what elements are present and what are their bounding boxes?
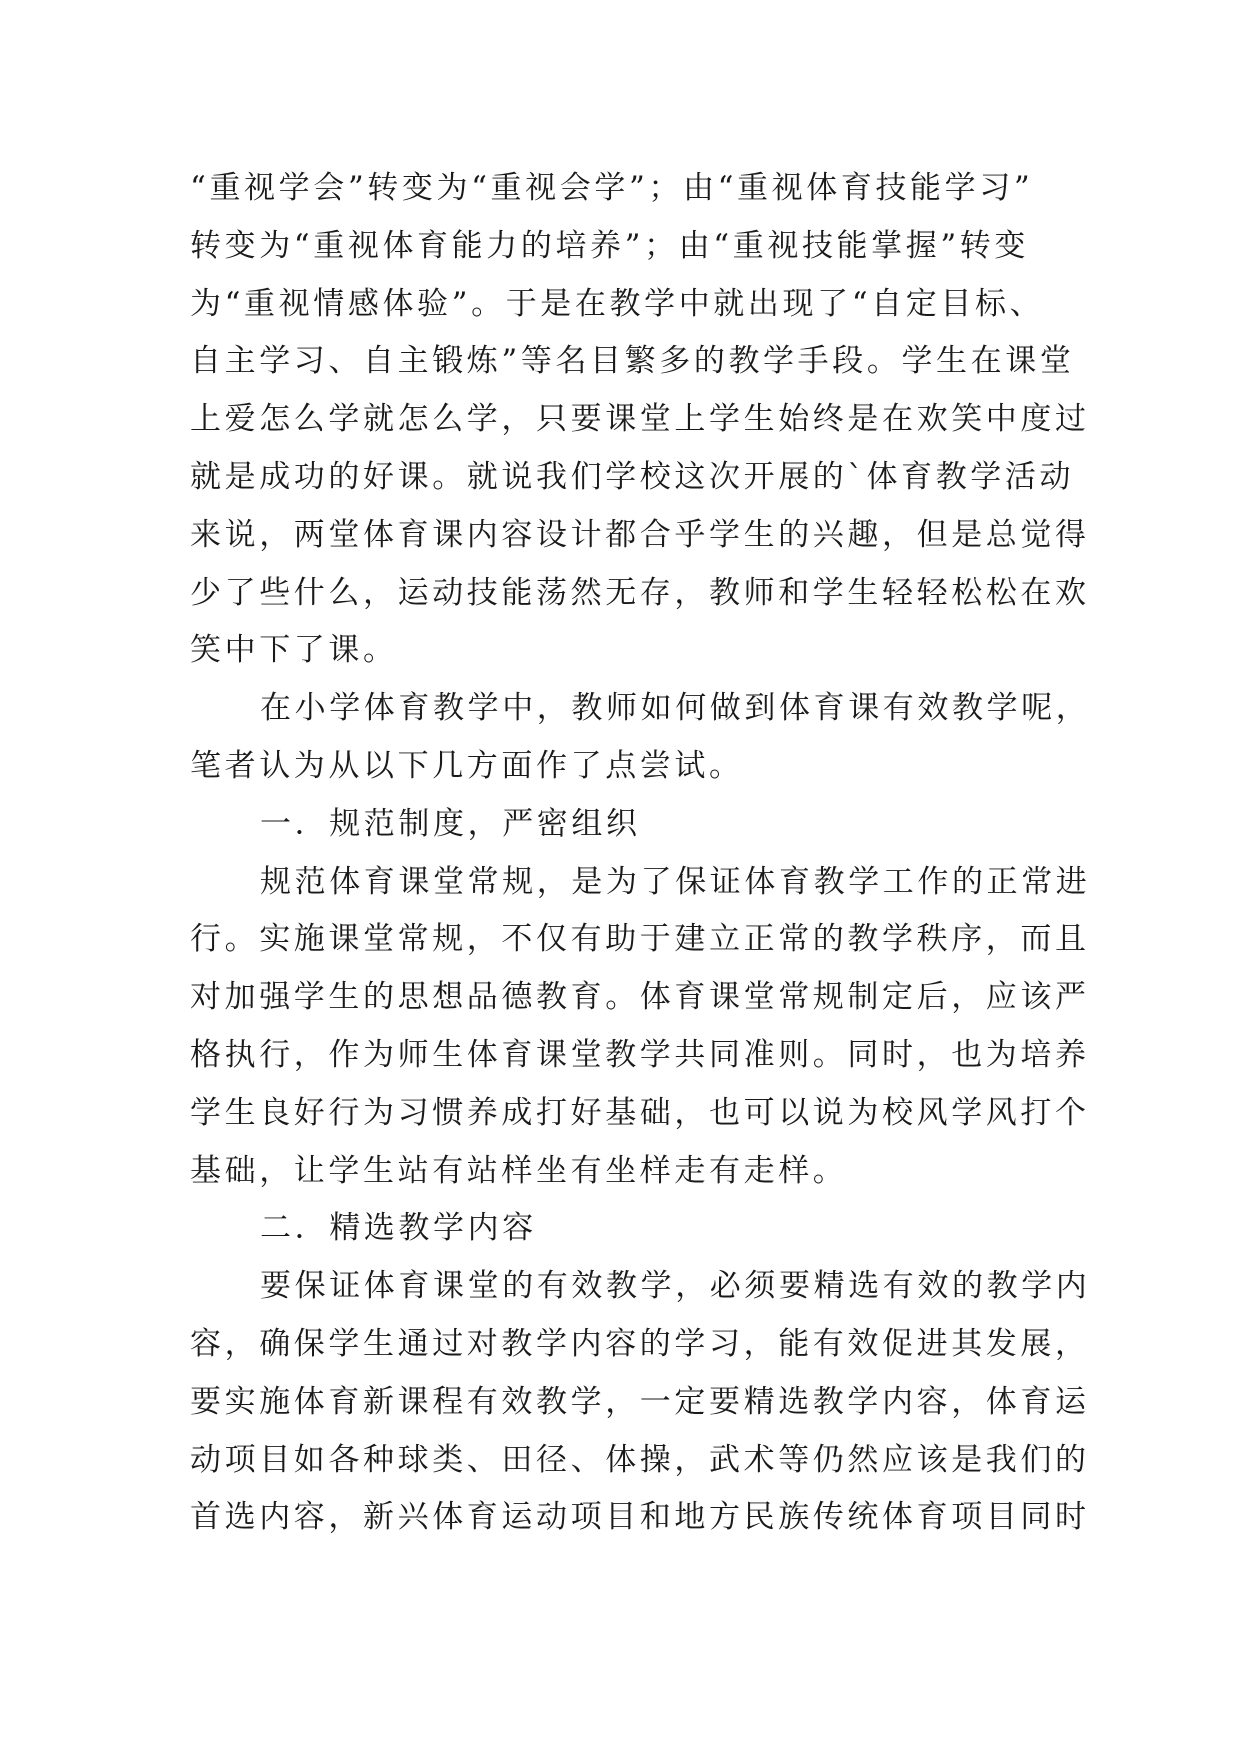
- text-line: 少了些什么，运动技能荡然无存，教师和学生轻轻松松在欢: [190, 574, 1090, 611]
- paragraph-first-line: 要保证体育课堂的有效教学，必须要精选有效的教学内: [260, 1268, 1091, 1305]
- text-line: 上爱怎么学就怎么学，只要课堂上学生始终是在欢笑中度过: [190, 401, 1090, 438]
- text-line: 要实施体育新课程有效教学，一定要精选教学内容，体育运: [190, 1383, 1090, 1420]
- section-heading: 二．精选教学内容: [260, 1210, 537, 1247]
- text-line: 动项目如各种球类、田径、体操，武术等仍然应该是我们的: [190, 1441, 1090, 1478]
- text-line: 容，确保学生通过对教学内容的学习，能有效促进其发展，: [190, 1325, 1090, 1362]
- text-line: 转变为“重视体育能力的培养”；由“重视技能掌握”转变: [190, 227, 1029, 264]
- section-heading: 一．规范制度，严密组织: [260, 805, 641, 842]
- text-line: 首选内容，新兴体育运动项目和地方民族传统体育项目同时: [190, 1499, 1090, 1536]
- text-line: “重视学会”转变为“重视会学”；由“重视体育技能学习”: [190, 170, 1034, 206]
- paragraph-first-line: 规范体育课堂常规，是为了保证体育教学工作的正常进: [260, 863, 1091, 900]
- text-line: 笑中下了课。: [190, 632, 398, 669]
- text-line: 对加强学生的思想品德教育。体育课堂常规制定后，应该严: [190, 979, 1090, 1016]
- text-line: 来说，两堂体育课内容设计都合乎学生的兴趣，但是总觉得: [190, 516, 1090, 553]
- body-text: [190, 160, 1091, 1547]
- text-line: 基础，让学生站有站样坐有坐样走有走样。: [190, 1152, 848, 1189]
- text-line: 就是成功的好课。就说我们学校这次开展的`体育教学活动: [190, 458, 1075, 495]
- text-line: 行。实施课堂常规，不仅有助于建立正常的教学秩序，而且: [190, 921, 1090, 958]
- paragraph-first-line: 在小学体育教学中，教师如何做到体育课有效教学呢，: [260, 690, 1091, 727]
- text-line: 学生良好行为习惯养成打好基础，也可以说为校风学风打个: [190, 1094, 1090, 1131]
- text-line: 自主学习、自主锻炼”等名目繁多的教学手段。学生在课堂: [190, 343, 1075, 380]
- text-line: 格执行，作为师生体育课堂教学共同准则。同时，也为培养: [190, 1036, 1090, 1073]
- text-line: 笔者认为从以下几方面作了点尝试。: [190, 747, 744, 784]
- text-line: 为“重视情感体验”。于是在教学中就出现了“自定目标、: [190, 285, 1045, 322]
